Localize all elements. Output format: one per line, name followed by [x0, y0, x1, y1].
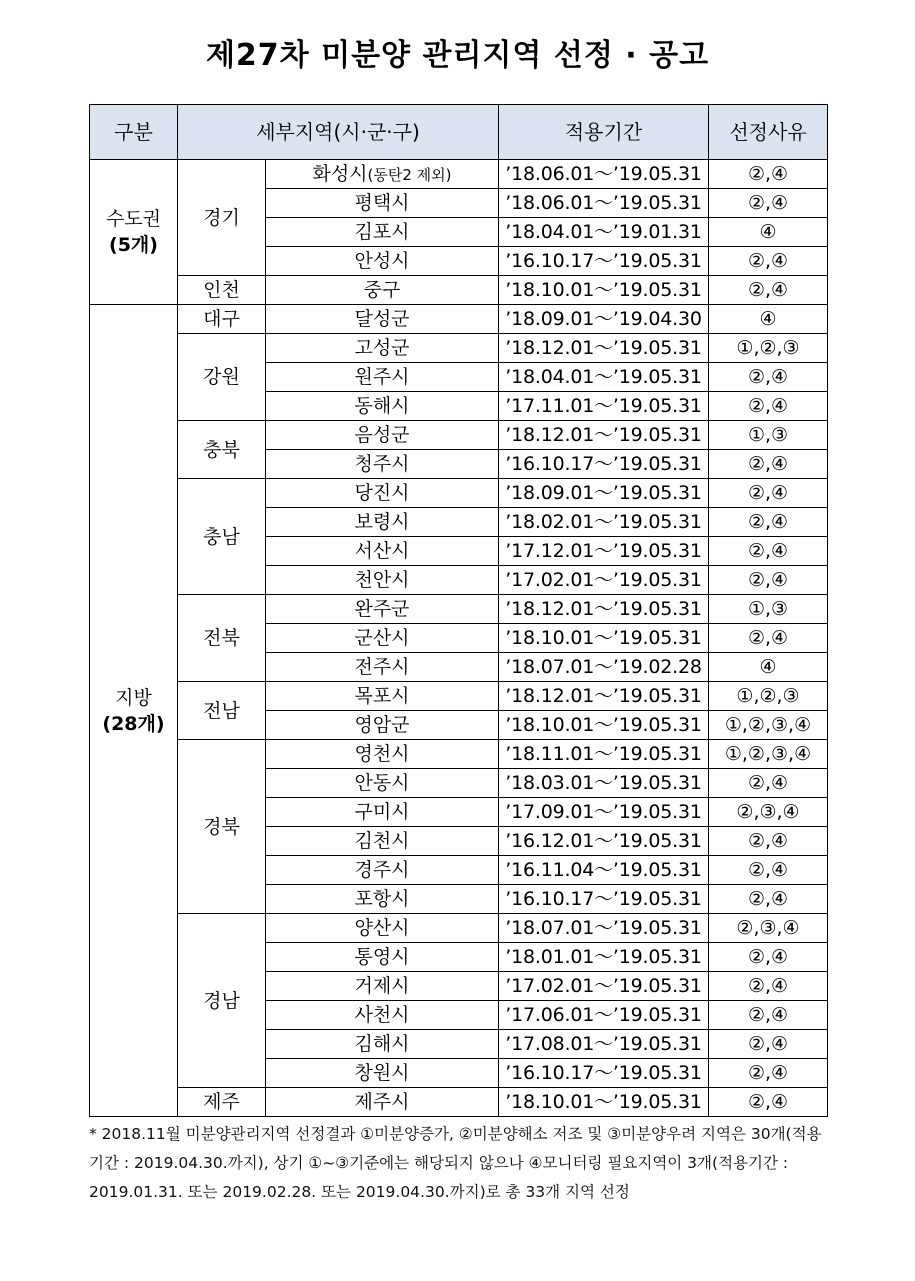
city-cell: 군산시: [266, 624, 499, 653]
reason-cell: ②,④: [709, 943, 828, 972]
header-period: 적용기간: [499, 105, 709, 160]
group-capital: [90, 160, 178, 305]
city-cell: 거제시: [266, 972, 499, 1001]
city-cell: 창원시: [266, 1059, 499, 1088]
period-cell: ’18.12.01～’19.05.31: [499, 334, 709, 363]
table-row: [90, 334, 828, 363]
period-cell: ’16.10.17～’19.05.31: [499, 1059, 709, 1088]
period-cell: ’18.10.01～’19.05.31: [499, 1088, 709, 1117]
city-cell: 통영시: [266, 943, 499, 972]
reason-cell: ②,④: [709, 566, 828, 595]
city-cell: 완주군: [266, 595, 499, 624]
reason-cell: ②,④: [709, 769, 828, 798]
period-cell: ’17.11.01～’19.05.31: [499, 392, 709, 421]
region-cell: 경기: [178, 160, 266, 276]
table-row: [90, 1088, 828, 1117]
reason-cell: ②,④: [709, 392, 828, 421]
period-cell: ’17.08.01～’19.05.31: [499, 1030, 709, 1059]
city-note: (동탄2 제외): [367, 165, 452, 184]
city-cell: 영천시: [266, 740, 499, 769]
region-cell: 충북: [178, 421, 266, 479]
group-count: (5개): [109, 234, 158, 256]
region-cell: 충남: [178, 479, 266, 595]
reason-cell: ②,④: [709, 1088, 828, 1117]
reason-cell: ②,④: [709, 856, 828, 885]
designation-table: [89, 104, 828, 1117]
city-cell: 영암군: [266, 711, 499, 740]
period-cell: ’18.10.01～’19.05.31: [499, 624, 709, 653]
city-cell: 구미시: [266, 798, 499, 827]
reason-cell: ②,④: [709, 537, 828, 566]
table-row: [90, 421, 828, 450]
period-cell: ’18.06.01～’19.05.31: [499, 160, 709, 189]
city-cell: 동해시: [266, 392, 499, 421]
region-cell: 강원: [178, 334, 266, 421]
reason-cell: ①,③: [709, 595, 828, 624]
footnote: * 2018.11월 미분양관리지역 선정결과 ①미분양증가, ②미분양해소 저조 및 ③미분양우려 지역은 30개(적용기간 : 2019.04.30.까지), 상기 ①~③기준에는 해당되지 않으나 ④모니터링 필요지역이 3개(적용기간 : 2019.01.31. 또는 2019.02.28. 또는 2019.04.30.까지)로 총 33개 지역 선정: [89, 1125, 822, 1201]
period-cell: ’17.06.01～’19.05.31: [499, 1001, 709, 1030]
period-cell: ’18.12.01～’19.05.31: [499, 421, 709, 450]
city-cell: 천안시: [266, 566, 499, 595]
period-cell: ’16.10.17～’19.05.31: [499, 450, 709, 479]
city-cell: 양산시: [266, 914, 499, 943]
reason-cell: ②,④: [709, 827, 828, 856]
period-cell: ’18.03.01～’19.05.31: [499, 769, 709, 798]
reason-cell: ④: [709, 218, 828, 247]
header-subregion: 세부지역(시·군·구): [178, 105, 499, 160]
table-row: [90, 682, 828, 711]
period-cell: ’17.02.01～’19.05.31: [499, 972, 709, 1001]
reason-cell: ②,③,④: [709, 914, 828, 943]
reason-cell: ①,③: [709, 421, 828, 450]
period-cell: ’16.11.04～’19.05.31: [499, 856, 709, 885]
city-cell: 사천시: [266, 1001, 499, 1030]
city-cell: 화성시(동탄2 제외): [266, 160, 499, 189]
period-cell: ’18.10.01～’19.05.31: [499, 711, 709, 740]
city-cell: 경주시: [266, 856, 499, 885]
region-cell: 전남: [178, 682, 266, 740]
city-cell: 제주시: [266, 1088, 499, 1117]
reason-cell: ④: [709, 653, 828, 682]
city-cell: 안성시: [266, 247, 499, 276]
city-cell: 평택시: [266, 189, 499, 218]
reason-cell: ④: [709, 305, 828, 334]
region-cell: 경북: [178, 740, 266, 914]
table-row: [90, 276, 828, 305]
period-cell: ’18.10.01～’19.05.31: [499, 276, 709, 305]
period-cell: ’17.02.01～’19.05.31: [499, 566, 709, 595]
reason-cell: ②,④: [709, 189, 828, 218]
period-cell: ’18.11.01～’19.05.31: [499, 740, 709, 769]
city-cell: 포항시: [266, 885, 499, 914]
period-cell: ’18.06.01～’19.05.31: [499, 189, 709, 218]
reason-cell: ②,④: [709, 624, 828, 653]
city-cell: 김포시: [266, 218, 499, 247]
reason-cell: ①,②,③: [709, 334, 828, 363]
table-row: [90, 479, 828, 508]
city-cell: 청주시: [266, 450, 499, 479]
region-cell: 경남: [178, 914, 266, 1088]
city-cell: 김천시: [266, 827, 499, 856]
period-cell: ’18.04.01～’19.05.31: [499, 363, 709, 392]
table-row: [90, 160, 828, 189]
period-cell: ’18.07.01～’19.02.28: [499, 653, 709, 682]
reason-cell: ②,④: [709, 1059, 828, 1088]
header-reason: 선정사유: [709, 105, 828, 160]
period-cell: ’17.12.01～’19.05.31: [499, 537, 709, 566]
city-cell: 달성군: [266, 305, 499, 334]
reason-cell: ②,④: [709, 276, 828, 305]
group-label: 수도권: [105, 208, 162, 230]
city-cell: 안동시: [266, 769, 499, 798]
period-cell: ’16.10.17～’19.05.31: [499, 247, 709, 276]
city-cell: 원주시: [266, 363, 499, 392]
period-cell: ’18.04.01～’19.01.31: [499, 218, 709, 247]
region-cell: 인천: [178, 276, 266, 305]
period-cell: ’17.09.01～’19.05.31: [499, 798, 709, 827]
page-title: 제27차 미분양 관리지역 선정 · 공고: [205, 38, 710, 73]
region-cell: 대구: [178, 305, 266, 334]
city-cell: 보령시: [266, 508, 499, 537]
reason-cell: ②,④: [709, 479, 828, 508]
reason-cell: ②,④: [709, 1030, 828, 1059]
period-cell: ’18.09.01～’19.05.31: [499, 479, 709, 508]
city-cell: 전주시: [266, 653, 499, 682]
reason-cell: ②,④: [709, 508, 828, 537]
reason-cell: ②,③,④: [709, 798, 828, 827]
table-row: [90, 914, 828, 943]
reason-cell: ①,②,③,④: [709, 740, 828, 769]
table-row: [90, 305, 828, 334]
period-cell: ’18.12.01～’19.05.31: [499, 595, 709, 624]
reason-cell: ②,④: [709, 450, 828, 479]
table-row: [90, 595, 828, 624]
reason-cell: ①,②,③: [709, 682, 828, 711]
period-cell: ’18.09.01～’19.04.30: [499, 305, 709, 334]
city-cell: 음성군: [266, 421, 499, 450]
period-cell: ’18.12.01～’19.05.31: [499, 682, 709, 711]
table-row: [90, 740, 828, 769]
city-cell: 고성군: [266, 334, 499, 363]
period-cell: ’18.07.01～’19.05.31: [499, 914, 709, 943]
region-cell: 전북: [178, 595, 266, 682]
reason-cell: ②,④: [709, 160, 828, 189]
city-cell: 김해시: [266, 1030, 499, 1059]
period-cell: ’18.01.01～’19.05.31: [499, 943, 709, 972]
reason-cell: ②,④: [709, 363, 828, 392]
city-cell: 서산시: [266, 537, 499, 566]
table-header-row: [90, 105, 828, 160]
city-cell: 당진시: [266, 479, 499, 508]
period-cell: ’16.10.17～’19.05.31: [499, 885, 709, 914]
period-cell: ’18.02.01～’19.05.31: [499, 508, 709, 537]
period-cell: ’16.12.01～’19.05.31: [499, 827, 709, 856]
reason-cell: ①,②,③,④: [709, 711, 828, 740]
group-local: [90, 305, 178, 1117]
header-category: 구분: [90, 105, 178, 160]
city-cell: 중구: [266, 276, 499, 305]
city-cell: 목포시: [266, 682, 499, 711]
reason-cell: ②,④: [709, 972, 828, 1001]
reason-cell: ②,④: [709, 1001, 828, 1030]
reason-cell: ②,④: [709, 247, 828, 276]
group-count: (28개): [102, 712, 165, 735]
group-label: 지방: [115, 686, 152, 709]
region-cell: 제주: [178, 1088, 266, 1117]
reason-cell: ②,④: [709, 885, 828, 914]
